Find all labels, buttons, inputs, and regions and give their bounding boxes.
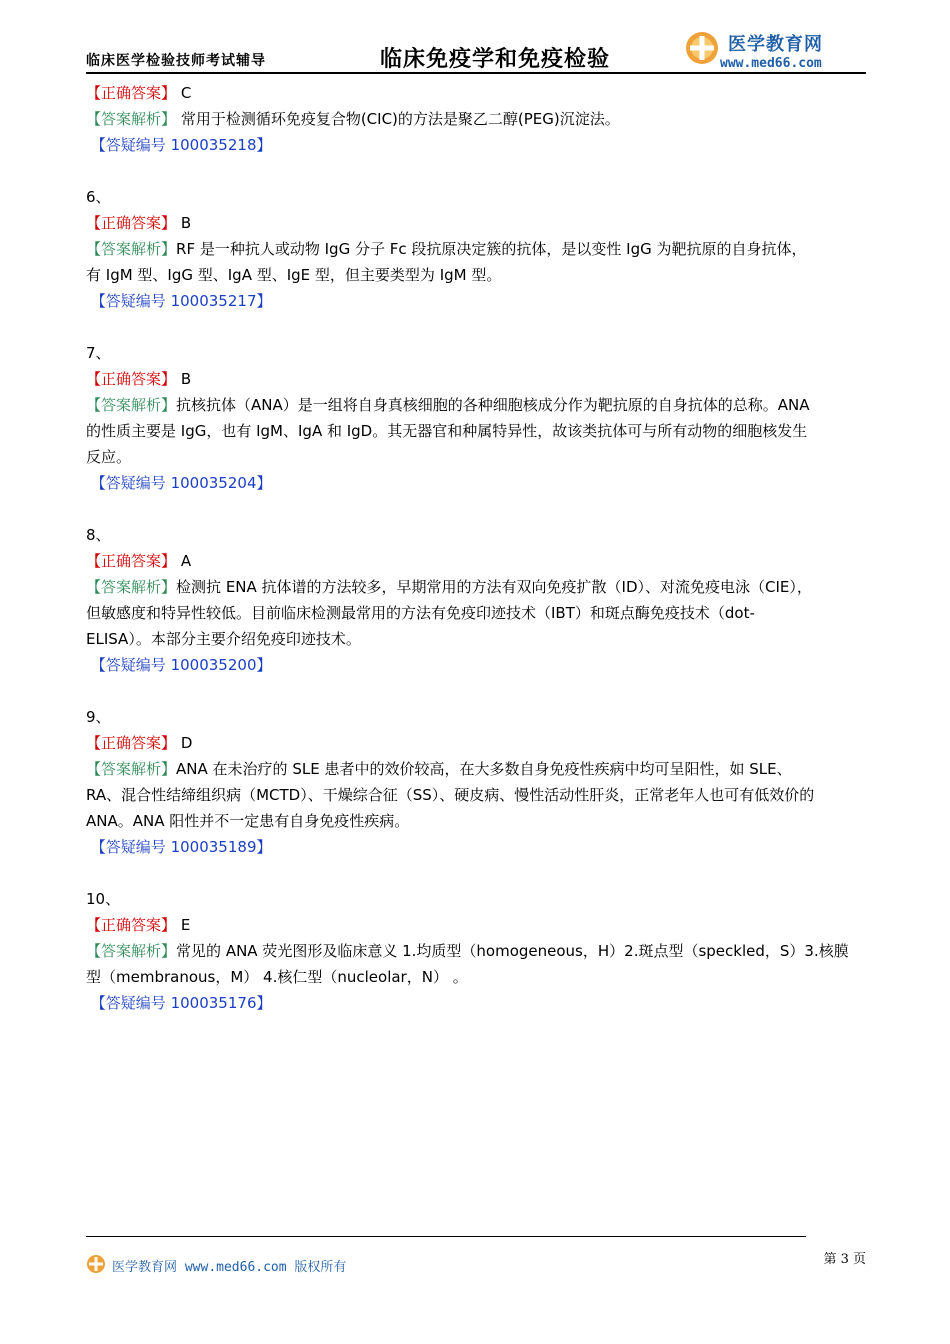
answer-label: 【正确答案】 (86, 214, 177, 232)
question-number: 6、 (86, 188, 111, 206)
answer-line (86, 210, 866, 236)
analysis-text: 抗核抗体（ANA）是一组将自身真核细胞的各种细胞核成分作为靶抗原的自身抗体的总称。ANA (176, 396, 810, 414)
analysis-line (86, 106, 866, 132)
code-line: 【答疑编号 100035217】 (86, 292, 272, 310)
footer-copyright[interactable] (112, 1256, 346, 1275)
answer-label: 【正确答案】 (86, 916, 177, 934)
answer-line (86, 80, 866, 106)
footer-site: 医学教育网 (112, 1260, 178, 1275)
question-number: 10、 (86, 890, 121, 908)
header-course-name: 临床医学检验技师考试辅导 (86, 53, 266, 69)
code-value: 100035200 (170, 656, 257, 674)
answer-value: C (180, 84, 192, 102)
header-rule (86, 72, 866, 74)
analysis-text: 常用于检测循环免疫复合物(CIC)的方法是聚乙二醇(PEG)沉淀法。 (180, 110, 620, 128)
code-value: 100035204 (170, 474, 257, 492)
page-number: 第 3 页 (823, 1252, 866, 1267)
analysis-text: 常见的 ANA 荧光图形及临床意义 1.均质型（homogeneous，H）2.斑点型（speckled，S）3.核膜 (176, 942, 849, 960)
analysis-text: 的性质主要是 IgG，也有 IgM、IgA 和 IgD。其无器官和种属特异性，故该类抗体可与所有动物的细胞核发生 (86, 422, 808, 440)
analysis-text: 反应。 (86, 448, 132, 466)
analysis-text: RA、混合性结缔组织病（MCTD）、干燥综合征（SS）、硬皮病、慢性活动性肝炎，正常老年人也可有低效价的 (86, 786, 815, 804)
answer-value: A (180, 552, 192, 570)
analysis-text: 有 IgM 型、IgG 型、IgA 型、IgE 型，但主要类型为 IgM 型。 (86, 266, 502, 284)
analysis-label: 【答案解析】 (86, 942, 177, 960)
code-value: 100035217 (170, 292, 257, 310)
answer-line (86, 912, 866, 938)
analysis-text: 但敏感度和特异性较低。目前临床检测最常用的方法有免疫印迹技术（IBT）和斑点酶免疫技术（dot- (86, 604, 755, 622)
analysis-text: 检测抗 ENA 抗体谱的方法较多，早期常用的方法有双向免疫扩散（ID）、对流免疫电泳（CIE）， (176, 578, 812, 596)
code-value: 100035176 (170, 994, 257, 1012)
analysis-line (86, 938, 866, 964)
brand-url: www.med66.com (720, 56, 822, 71)
analysis-text: 型（membranous，M） 4.核仁型（nucleolar，N） 。 (86, 968, 468, 986)
answer-line (86, 366, 866, 392)
analysis-label: 【答案解析】 (86, 396, 177, 414)
analysis-line (86, 236, 866, 262)
analysis-line (86, 574, 866, 600)
brand-logo-icon (684, 30, 720, 66)
footer-logo-icon (86, 1254, 106, 1274)
footer-rights: 版权所有 (294, 1260, 347, 1275)
code-line: 【答疑编号 100035176】 (86, 994, 272, 1012)
analysis-text: ANA 在未治疗的 SLE 患者中的效价较高，在大多数自身免疫性疾病中均可呈阳性，如 SLE、 (176, 760, 792, 778)
answer-label: 【正确答案】 (86, 370, 177, 388)
answer-line (86, 730, 866, 756)
code-line: 【答疑编号 100035204】 (86, 474, 272, 492)
analysis-label: 【答案解析】 (86, 760, 177, 778)
code-line: 【答疑编号 100035200】 (86, 656, 272, 674)
question-number: 8、 (86, 526, 111, 544)
code-line: 【答疑编号 100035189】 (86, 838, 272, 856)
analysis-label: 【答案解析】 (86, 110, 177, 128)
document-body (86, 80, 866, 1016)
analysis-label: 【答案解析】 (86, 240, 177, 258)
answer-value: D (180, 734, 193, 752)
analysis-line (86, 756, 866, 782)
header-title: 临床免疫学和免疫检验 (380, 47, 611, 72)
answer-value: B (180, 214, 192, 232)
code-value: 100035218 (170, 136, 257, 154)
footer-rule (86, 1236, 806, 1237)
answer-label: 【正确答案】 (86, 734, 177, 752)
answer-value: E (180, 916, 191, 934)
footer-url: www.med66.com (184, 1260, 287, 1275)
answer-line (86, 548, 866, 574)
analysis-line (86, 392, 866, 418)
question-number: 7、 (86, 344, 111, 362)
analysis-text: ELISA）。本部分主要介绍免疫印迹技术。 (86, 630, 361, 648)
answer-label: 【正确答案】 (86, 84, 177, 102)
page-footer (86, 1232, 866, 1275)
analysis-text: RF 是一种抗人或动物 IgG 分子 Fc 段抗原决定簇的抗体，是以变性 IgG 为靶抗原的自身抗体， (176, 240, 807, 258)
page-header (86, 28, 866, 74)
brand-name: 医学教育网 (728, 34, 823, 55)
answer-value: B (180, 370, 192, 388)
analysis-label: 【答案解析】 (86, 578, 177, 596)
answer-label: 【正确答案】 (86, 552, 177, 570)
brand-logo[interactable] (684, 28, 866, 72)
code-line: 【答疑编号 100035218】 (86, 136, 272, 154)
analysis-text: ANA。ANA 阳性并不一定患有自身免疫性疾病。 (86, 812, 410, 830)
question-number: 9、 (86, 708, 111, 726)
code-value: 100035189 (170, 838, 257, 856)
